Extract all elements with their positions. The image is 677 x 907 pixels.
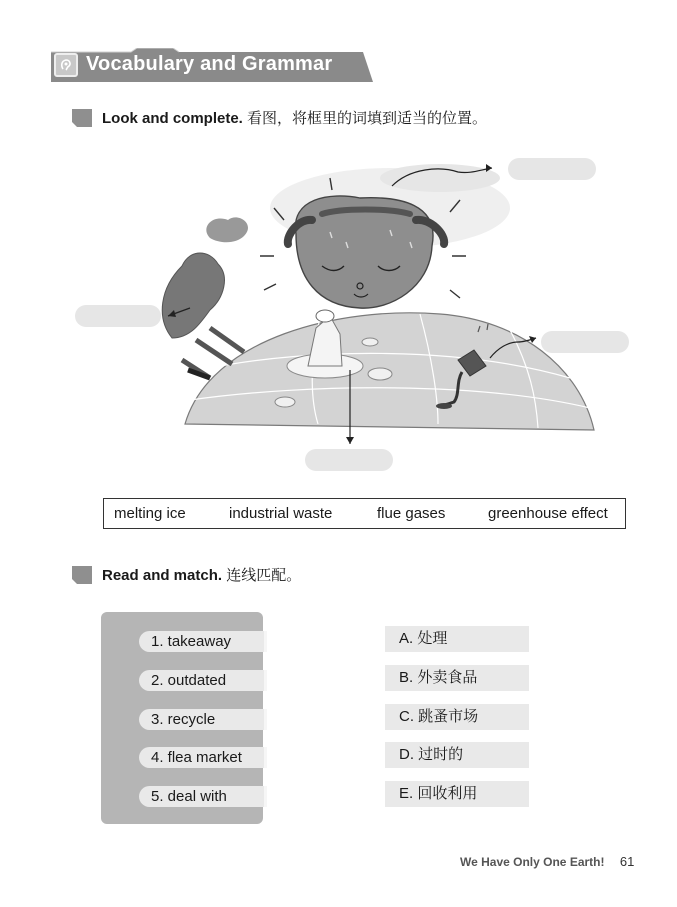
match-right-item[interactable]: D. 过时的: [385, 742, 529, 768]
section-banner: [51, 48, 373, 82]
instruction-look-and-complete: [72, 107, 487, 128]
ear-icon: [54, 53, 78, 77]
page-footer: [460, 854, 634, 869]
unit-title: We Have Only One Earth!: [460, 855, 605, 869]
match-right-item[interactable]: E. 回收利用: [385, 781, 529, 807]
instruction-label: Read and match.: [102, 567, 223, 584]
word-bank-item: greenhouse effect: [488, 505, 608, 522]
match-right-item[interactable]: C. 跳蚤市场: [385, 704, 529, 730]
instruction-label: Look and complete.: [102, 110, 243, 127]
word-bank-item: melting ice: [114, 505, 186, 522]
word-bank-item: industrial waste: [229, 505, 333, 522]
instruction-read-and-match: [72, 564, 301, 585]
answer-slot-bottom[interactable]: [305, 449, 393, 471]
match-left-item[interactable]: 5. deal with: [139, 786, 267, 807]
page-number: 61: [619, 854, 635, 869]
match-left-item[interactable]: 3. recycle: [139, 709, 267, 730]
word-bank-item: flue gases: [377, 505, 446, 522]
answer-slot-right[interactable]: [541, 331, 629, 353]
match-left-item[interactable]: 1. takeaway: [139, 631, 267, 652]
word-bank: [103, 498, 626, 529]
match-right-item[interactable]: B. 外卖食品: [385, 665, 529, 691]
match-right-item[interactable]: A. 处理: [385, 626, 529, 652]
instruction-chinese: 看图，将框里的词填到适当的位置。: [247, 110, 488, 127]
flag-icon: [72, 566, 92, 584]
answer-slot-left[interactable]: [75, 305, 161, 327]
flag-icon: [72, 109, 92, 127]
match-left-item[interactable]: 2. outdated: [139, 670, 267, 691]
instruction-chinese: 连线匹配。: [226, 567, 302, 584]
section-title: Vocabulary and Grammar: [86, 53, 333, 75]
answer-slot-top-right[interactable]: [508, 158, 596, 180]
match-left-item[interactable]: 4. flea market: [139, 747, 267, 768]
